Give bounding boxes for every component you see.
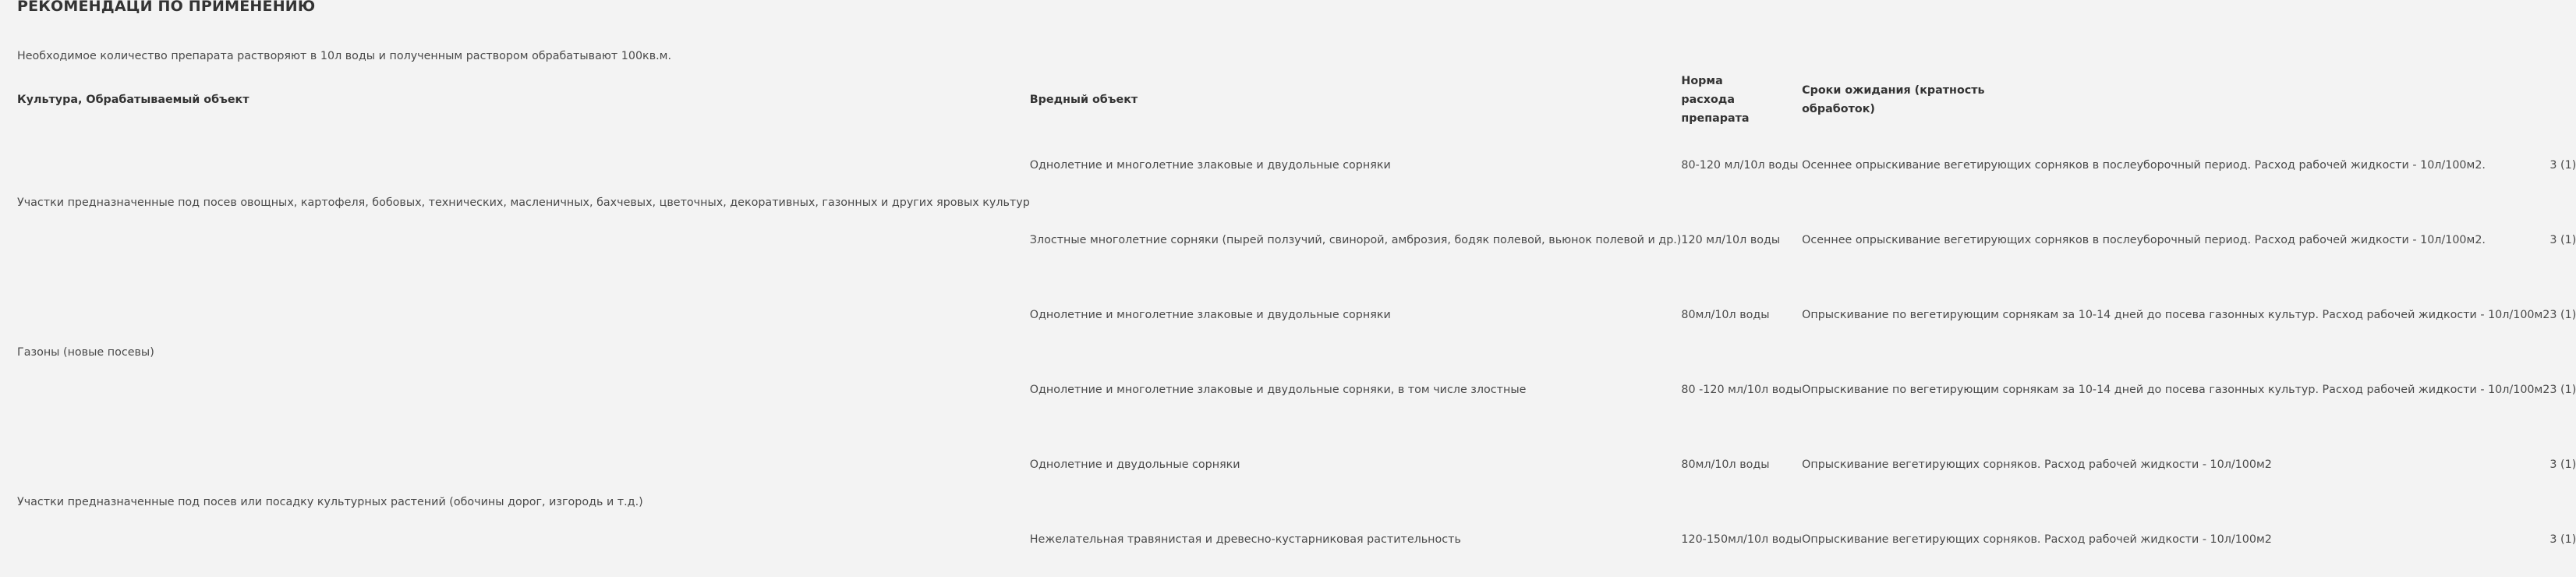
header-timing: Сроки ожидания (кратность обработок) [1802,84,1985,115]
section-title: РЕКОМЕНДАЦИ ПО ПРИМЕНЕНИЮ [17,0,316,15]
culture-cell: Газоны (новые посевы) [17,346,154,359]
wait-cell: 3 (1) [2549,384,2576,396]
intro-text: Необходимое количество препарата растворяют в 10л воды и полученным раствором обрабатывают 100кв.м. [17,50,671,63]
method-cell: Опрыскивание по вегетирующим сорнякам за 10-14 дней до посева газонных культур. Расход рабочей жидкости - 10л/100м2 [1802,309,2550,321]
pest-cell: Однолетние и многолетние злаковые и двудольные сорняки [1029,159,1391,172]
culture-cell: Участки предназначенные под посев овощных, картофеля, бобовых, технических, масленичных, бахчевых, цветочных, декоративных, газонных и других яровых культур [17,196,1030,209]
pest-cell: Однолетние и многолетние злаковые и двудольные сорняки, в том числе злостные [1029,384,1527,396]
recommendations-table [17,72,2576,577]
header-rate: Норма расхода препарата [1681,75,1750,125]
wait-cell: 3 (1) [2549,234,2576,246]
wait-cell: 3 (1) [2549,533,2576,546]
method-cell: Опрыскивание вегетирующих сорняков. Расход рабочей жидкости - 10л/100м2 [1802,458,2272,471]
pest-cell: Злостные многолетние сорняки (пырей ползучий, свинорой, амброзия, бодяк полевой, вьюнок полевой и др.) [1029,234,1682,246]
culture-cell: Участки предназначенные под посев или посадку культурных растений (обочины дорог, изгородь и т.д.) [17,496,643,508]
wait-cell: 3 (1) [2549,159,2576,172]
rate-cell: 80мл/10л воды [1681,309,1770,321]
pest-cell: Однолетние и многолетние злаковые и двудольные сорняки [1029,309,1391,321]
table-row [17,128,2576,203]
header-pest: Вредный объект [1029,94,1138,106]
method-cell: Опрыскивание вегетирующих сорняков. Расход рабочей жидкости - 10л/100м2 [1802,533,2272,546]
rate-cell: 80-120 мл/10л воды [1681,159,1799,172]
wait-cell: 3 (1) [2549,309,2576,321]
rate-cell: 80 -120 мл/10л воды [1681,384,1803,396]
pest-cell: Нежелательная травянистая и древесно-кустарниковая растительность [1029,533,1461,546]
header-culture: Культура, Обрабатываемый объект [17,94,249,106]
rate-cell: 120 мл/10л воды [1681,234,1781,246]
method-cell: Осеннее опрыскивание вегетирующих сорняков в послеуборочный период. Расход рабочей жидкости - 10л/100м2. [1802,159,2486,172]
table-row [17,427,2576,502]
method-cell: Опрыскивание по вегетирующим сорнякам за 10-14 дней до посева газонных культур. Расход рабочей жидкости - 10л/100м2 [1802,384,2550,396]
wait-cell: 3 (1) [2549,458,2576,471]
method-cell: Осеннее опрыскивание вегетирующих сорняков в послеуборочный период. Расход рабочей жидкости - 10л/100м2. [1802,234,2486,246]
pest-cell: Однолетние и двудольные сорняки [1029,458,1240,471]
table-header-row [17,72,2576,128]
table-row [17,278,2576,352]
rate-cell: 120-150мл/10л воды [1681,533,1803,546]
rate-cell: 80мл/10л воды [1681,458,1770,471]
